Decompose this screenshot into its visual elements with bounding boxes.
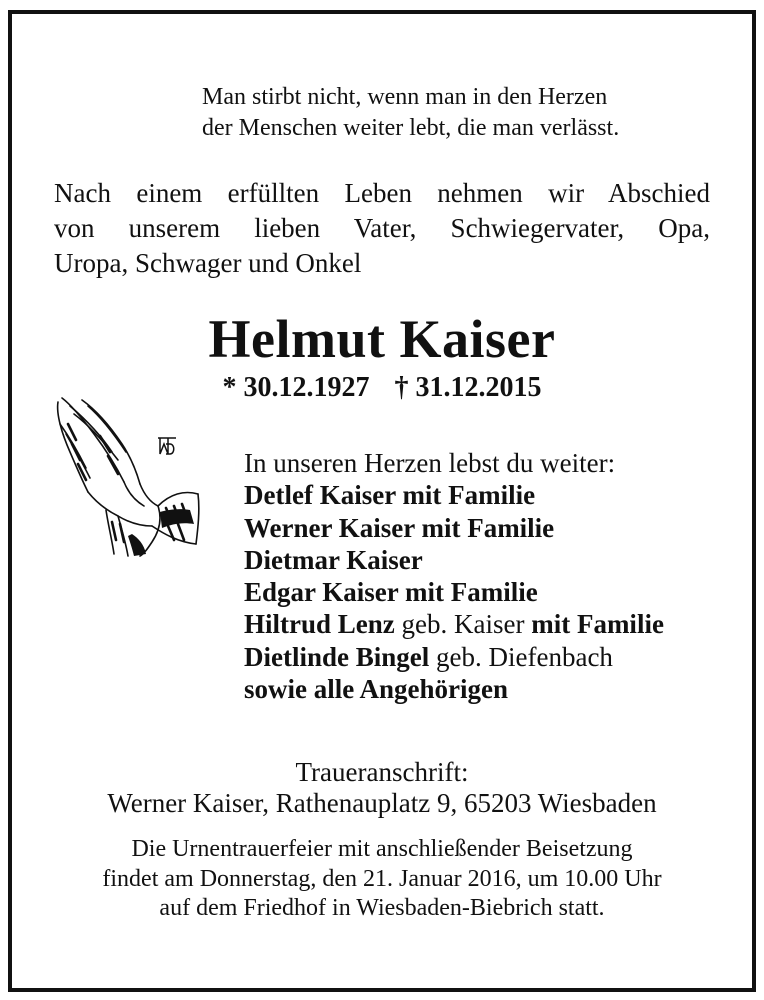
intro-line: von unserem lieben Vater, Schwiegervater, Opa,: [54, 213, 710, 243]
service-line: auf dem Friedhof in Wiesbaden-Biebrich statt.: [159, 895, 605, 921]
mourner-entry: Werner Kaiser mit Familie: [244, 512, 555, 543]
service-line: findet am Donnerstag, den 21. Januar 2016, um 10.00 Uhr: [102, 865, 662, 892]
deceased-name: Helmut Kaiser: [208, 309, 556, 369]
praying-hands-icon: [48, 394, 202, 558]
mourner-entry: [244, 608, 664, 640]
birth-date: * 30.12.1927: [222, 372, 370, 403]
death-date: † 31.12.2015: [394, 372, 542, 403]
service-line: Die Urnentrauerfeier mit anschließender Beisetzung: [131, 836, 633, 862]
memorial-quote: [202, 82, 619, 144]
service-info: [0, 835, 764, 924]
mourner-entry: Dietmar Kaiser: [244, 544, 423, 575]
mourner-name: Hiltrud Lenz: [244, 609, 395, 640]
intro-line: Uropa, Schwager und Onkel: [54, 248, 362, 278]
mourner-suffix: mit Familie: [531, 609, 664, 640]
address-heading: Traueranschrift:: [295, 757, 469, 787]
intro-text: [54, 176, 710, 281]
quote-line: der Menschen weiter lebt, die man verlässt.: [202, 115, 620, 141]
mourners-closing: sowie alle Angehörigen: [244, 674, 508, 705]
mourner-entry: [244, 641, 664, 673]
mourners-intro: In unseren Herzen lebst du weiter:: [244, 448, 616, 478]
mourners-list: [244, 447, 664, 705]
address-text: Werner Kaiser, Rathenauplatz 9, 65203 Wiesbaden: [107, 788, 657, 818]
intro-line: Nach einem erfüllten Leben nehmen wir Abschied: [54, 178, 710, 208]
quote-line: Man stirbt nicht, wenn man in den Herzen: [202, 84, 608, 110]
maiden-name: geb. Diefenbach: [436, 641, 613, 672]
mourner-name: Dietlinde Bingel: [244, 641, 430, 672]
mourner-entry: Edgar Kaiser mit Familie: [244, 577, 538, 608]
maiden-name: geb. Kaiser: [401, 609, 525, 640]
mourner-entry: Detlef Kaiser mit Familie: [244, 480, 536, 511]
